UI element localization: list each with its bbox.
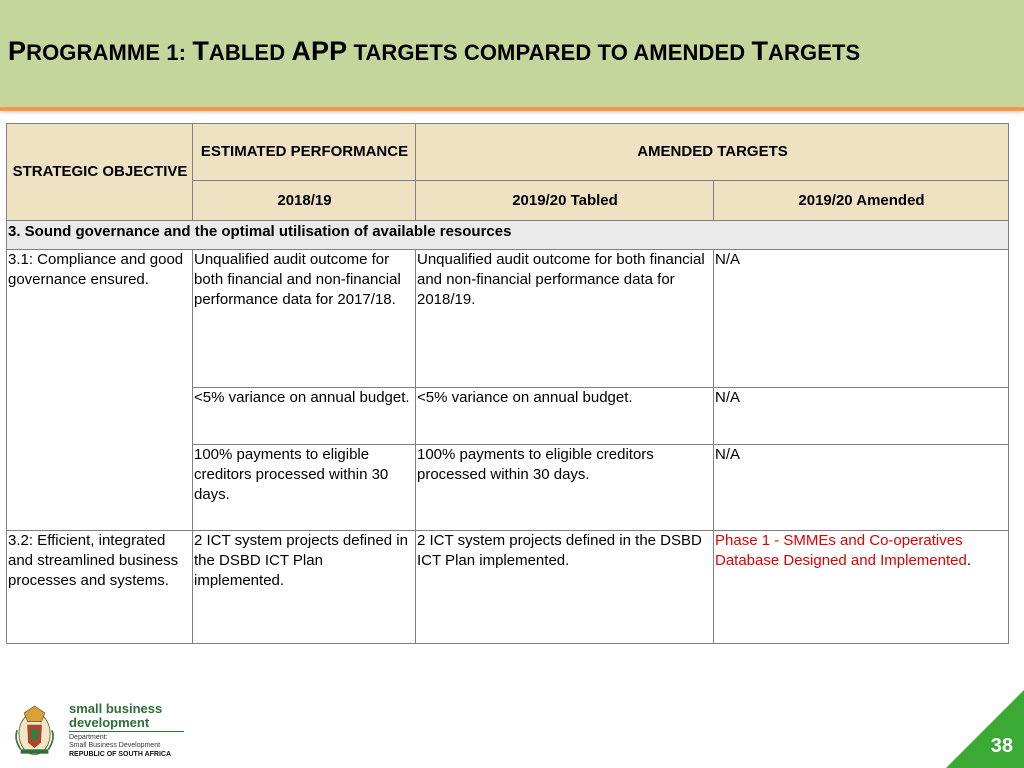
section-heading: 3. Sound governance and the optimal utilisation of available resources	[7, 221, 1009, 250]
coat-of-arms-logo	[12, 700, 64, 764]
tabled-cell: 2 ICT system projects defined in the DSBD ICT Plan implemented.	[416, 531, 714, 644]
header-2018-19: 2018/19	[193, 181, 416, 221]
amended-tail-text: .	[966, 552, 972, 569]
estimated-cell: 100% payments to eligible creditors processed within 30 days.	[193, 445, 416, 531]
table-row	[7, 250, 1009, 388]
amended-cell	[714, 531, 1009, 644]
title-t-rest: ABLED	[208, 40, 292, 65]
logo-wordmark	[69, 702, 162, 730]
logo-country: REPUBLIC OF SOUTH AFRICA	[69, 751, 172, 758]
logo-department-name: Small Business Development	[69, 742, 161, 749]
title-p-cap: P	[8, 36, 27, 66]
title-t-cap: T	[192, 36, 209, 66]
estimated-cell: 2 ICT system projects defined in the DSBD ICT Plan implemented.	[193, 531, 416, 644]
title-t2-cap: T	[751, 36, 769, 66]
header-2019-20-tabled: 2019/20 Tabled	[416, 181, 714, 221]
tabled-cell: 100% payments to eligible creditors processed within 30 days.	[416, 445, 714, 531]
title-mid: TARGETS COMPARED TO AMENDED	[347, 40, 752, 65]
table-row	[7, 531, 1009, 644]
objective-cell: 3.2: Efficient, integrated and streamlined business processes and systems.	[7, 531, 193, 644]
estimated-cell: <5% variance on annual budget.	[193, 388, 416, 445]
amended-cell: N/A	[714, 388, 1009, 445]
header-amended-targets: AMENDED TARGETS	[416, 124, 1009, 181]
amended-highlight-text: Phase 1 - SMMEs and Co-operatives Database Designed and Implemented	[715, 532, 967, 569]
targets-table	[6, 123, 1009, 644]
logo-department-label: Department:	[69, 734, 108, 741]
header-2019-20-amended: 2019/20 Amended	[714, 181, 1009, 221]
header-strategic-objective: STRATEGIC OBJECTIVE	[7, 124, 193, 221]
logo-line-2: development	[69, 715, 150, 730]
tabled-cell: Unqualified audit outcome for both financial and non-financial performance data for 2018/19.	[416, 250, 714, 388]
title-app: APP	[291, 36, 348, 66]
logo-divider	[69, 731, 184, 732]
title-num: 1:	[160, 40, 193, 65]
amended-cell: N/A	[714, 445, 1009, 531]
title-t2-rest: ARGETS	[768, 40, 861, 65]
amended-cell: N/A	[714, 250, 1009, 388]
header-estimated-performance: ESTIMATED PERFORMANCE	[193, 124, 416, 181]
logo-line-1: small business	[69, 701, 163, 716]
page-number: 38	[990, 735, 1013, 757]
objective-cell: 3.1: Compliance and good governance ensured.	[7, 250, 193, 531]
estimated-cell: Unqualified audit outcome for both financial and non-financial performance data for 2017/18.	[193, 250, 416, 388]
page-title	[8, 36, 860, 67]
title-underline	[0, 107, 1024, 111]
tabled-cell: <5% variance on annual budget.	[416, 388, 714, 445]
title-p-rest: ROGRAMME	[26, 40, 161, 65]
